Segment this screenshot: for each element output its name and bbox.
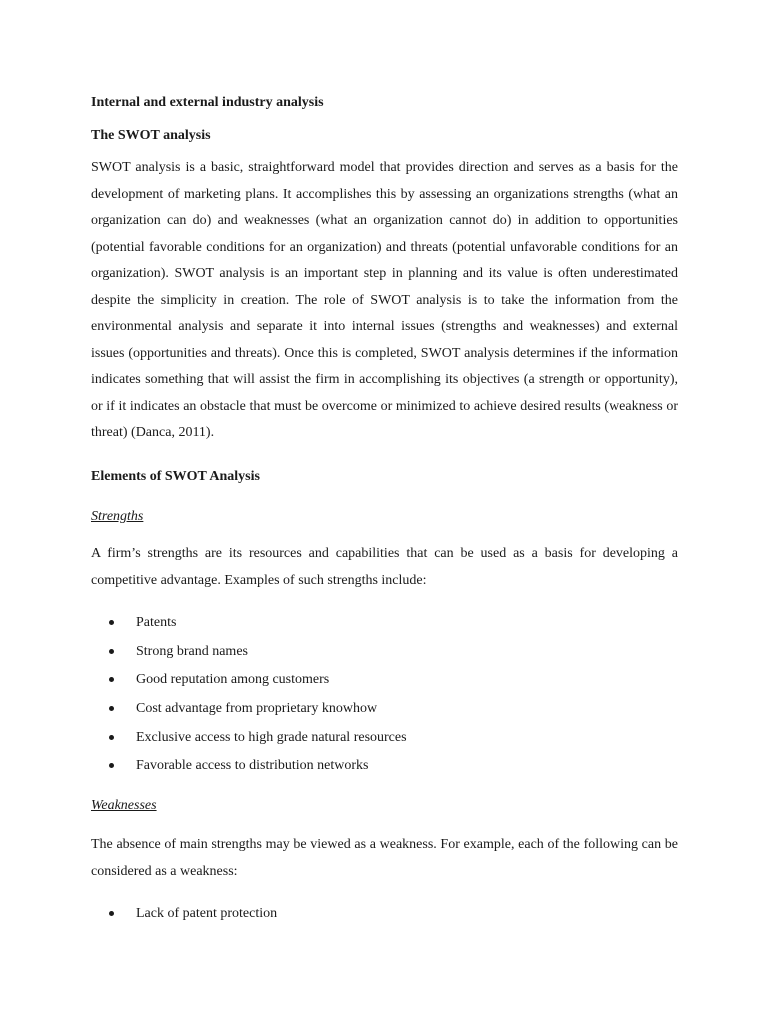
bullet-icon	[109, 911, 114, 916]
bullet-icon	[109, 735, 114, 740]
list-item	[109, 730, 407, 759]
list-item-text: Cost advantage from proprietary knowhow	[136, 701, 378, 717]
list-item-text: Lack of patent protection	[136, 906, 278, 921]
list-item-text: Good reputation among customers	[136, 672, 330, 688]
list-item-text: Favorable access to distribution networks	[136, 758, 369, 774]
bullet-icon	[109, 649, 114, 654]
strengths-list	[109, 615, 407, 787]
list-item	[109, 758, 407, 787]
weaknesses-paragraph: The absence of main strengths may be viewed as a weakness. For example, each of the following can be considered as a weakness:	[91, 837, 678, 879]
list-item	[109, 615, 407, 644]
bullet-icon	[109, 706, 114, 711]
list-item	[109, 906, 277, 935]
list-item-text: Patents	[136, 615, 177, 630]
bullet-icon	[109, 763, 114, 768]
weaknesses-heading: Weaknesses	[91, 798, 157, 813]
swot-paragraph: SWOT analysis is a basic, straightforward model that provides direction and serves as a basis for the development of marketing plans. It accomplishes this by assessing an organizations strengths (what an organization can do) and weaknesses (what an organization cannot do) in addition to opportunities (potential favorable conditions for an organization) and threats (potential unfavorable conditions for an organization). SWOT analysis is an important step in planning and its value is often underestimated despite the simplicity in creation. The role of SWOT analysis is to take the information from the environmental analysis and separate it into internal issues (strengths and weaknesses) and external issues (opportunities and threats). Once this is completed, SWOT analysis determines if the information indicates something that will assist the firm in accomplishing its objectives (a strength or opportunity), or if it indicates an obstacle that must be overcome or minimized to achieve desired results (weakness or threat) (Danca, 2011).	[91, 160, 678, 440]
list-item	[109, 701, 407, 730]
list-item	[109, 672, 407, 701]
bullet-icon	[109, 620, 114, 625]
elements-heading: Elements of SWOT Analysis	[91, 469, 260, 484]
weaknesses-list	[109, 906, 277, 935]
document-title: Internal and external industry analysis	[91, 95, 324, 110]
list-item-text: Exclusive access to high grade natural resources	[136, 729, 407, 745]
strengths-heading: Strengths	[91, 509, 144, 524]
swot-heading: The SWOT analysis	[91, 128, 211, 143]
list-item-text: Strong brand names	[136, 643, 248, 659]
list-item	[109, 644, 407, 673]
bullet-icon	[109, 677, 114, 682]
strengths-paragraph: A firm’s strengths are its resources and capabilities that can be used as a basis for developing a competitive advantage. Examples of such strengths include:	[91, 546, 678, 588]
